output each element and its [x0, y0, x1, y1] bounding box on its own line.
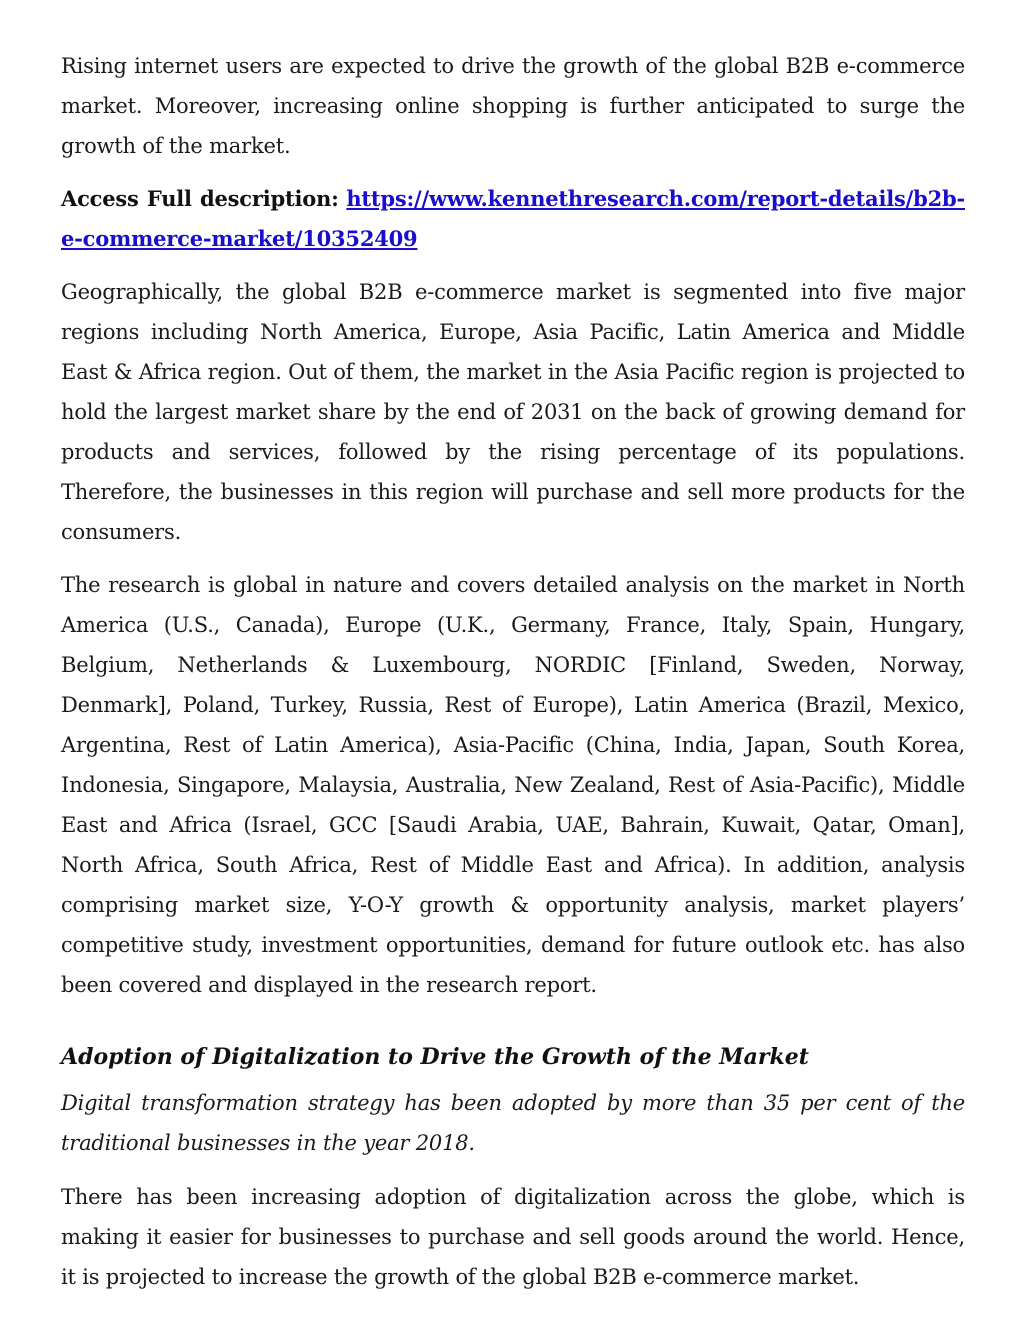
- geography-paragraph: Geographically, the global B2B e-commerce market is segmented into five major regions including North America, Europe, Asia Pacific, Latin America and Middle East & Africa region. Out of them, the market in the Asia Pacific region is projected to hold the largest market share by the end of 2031 on the back of growing demand for products and services, followed by the rising percentage of its populations. Therefore, the businesses in this region will purchase and sell more products for the consumers.: [61, 280, 965, 544]
- digitalization-heading: Adoption of Digitalization to Drive the Growth of the Market: [61, 1044, 809, 1070]
- report-link[interactable]: https://www.kennethresearch.com/report-details/b2b-e-commerce-market/10352409: [61, 186, 966, 251]
- digital-stat-paragraph: Digital transformation strategy has been adopted by more than 35 per cent of the traditional businesses in the year 2018.: [61, 1091, 965, 1155]
- research-paragraph: The research is global in nature and covers detailed analysis on the market in North America (U.S., Canada), Europe (U.K., Germany, France, Italy, Spain, Hungary, Belgium, Netherlands & Luxembourg, NORDIC [Finland, Sweden, Norway, Denmark], Poland, Turkey, Russia, Rest of Europe), Latin America (Brazil, Mexico, Argentina, Rest of Latin America), Asia-Pacific (China, India, Japan, South Korea, Indonesia, Singapore, Malaysia, Australia, New Zealand, Rest of Asia-Pacific), Middle East and Africa (Israel, GCC [Saudi Arabia, UAE, Bahrain, Kuwait, Qatar, Oman], North Africa, South Africa, Rest of Middle East and Africa). In addition, analysis comprising market size, Y-O-Y growth & opportunity analysis, market players’ competitive study, investment opportunities, demand for future outlook etc. has also been covered and displayed in the research report.: [61, 573, 965, 997]
- document-page: [61, 46, 965, 1310]
- access-label: Access Full description:: [61, 186, 339, 211]
- digital-body-paragraph: There has been increasing adoption of digitalization across the globe, which is making it easier for businesses to purchase and sell goods around the world. Hence, it is projected to increase the growth of the global B2B e-commerce market.: [61, 1185, 965, 1289]
- intro-paragraph: Rising internet users are expected to drive the growth of the global B2B e-commerce market. Moreover, increasing online shopping is further anticipated to surge the growth of the market.: [61, 54, 965, 158]
- access-paragraph: [61, 179, 965, 259]
